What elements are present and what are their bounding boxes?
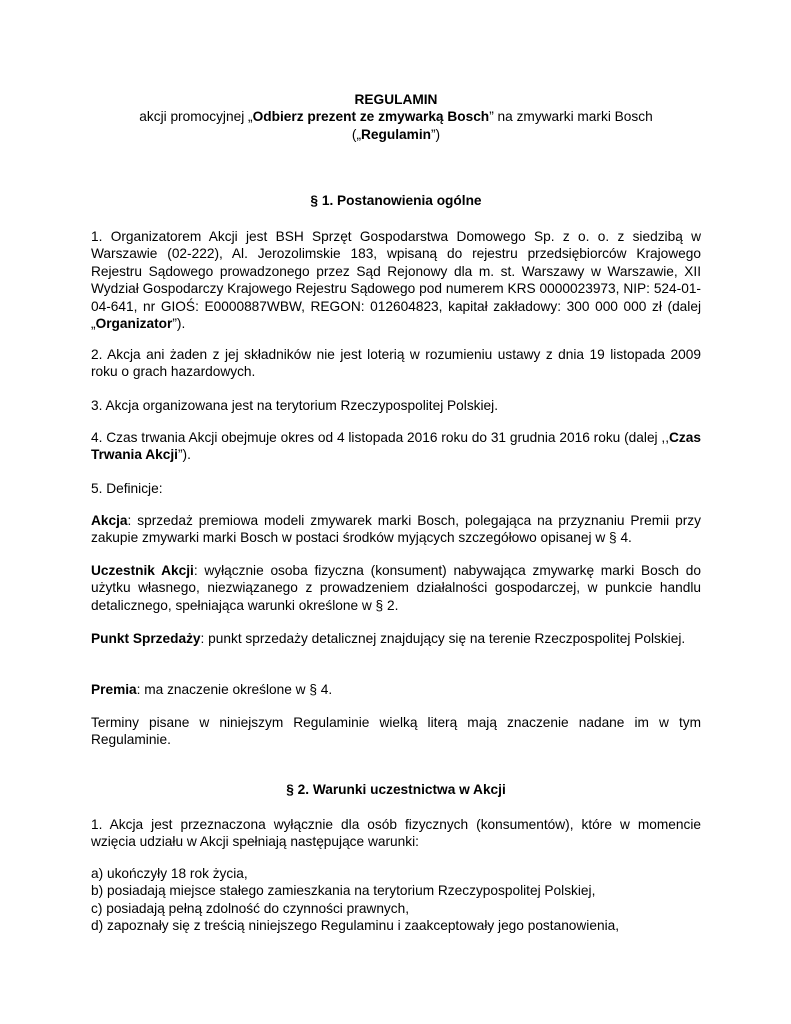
definition-text: : wyłącznie osoba fizyczna (konsument) nabywająca zmywarkę marki Bosch do użytku własnego, niezwiązanego z prowadzeniem działalności gospodarczej, w punkcie handlu detalicznego, spełniająca warunki określone w § 2. <box>91 563 701 613</box>
promotion-name: Odbierz prezent ze zmywarką Bosch <box>252 109 490 125</box>
document-title <box>91 91 701 143</box>
organizer-term: Organizator <box>95 316 173 332</box>
alias-term: Regulamin <box>361 126 431 142</box>
definition-term: Uczestnik Akcji <box>91 563 194 578</box>
duration-info: 4. Czas trwania Akcji obejmuje okres od 4 listopada 2016 roku do 31 grudnia 2016 roku (dalej ,, <box>91 430 670 445</box>
alias-close: ”) <box>430 126 441 142</box>
definition-text: : punkt sprzedaży detalicznej znajdujący się na terenie Rzeczpospolitej Polskiej. <box>200 631 686 646</box>
alias-open: („ <box>351 126 362 142</box>
title-heading: REGULAMIN <box>354 92 438 107</box>
section1-heading: § 1. Postanowienia ogólne <box>310 193 482 208</box>
section2-heading: § 2. Warunki uczestnictwa w Akcji <box>286 782 506 797</box>
terms-note: Terminy pisane w niniejszym Regulaminie wielką literą mają znaczenie nadane im w tym Regulaminie. <box>91 715 701 748</box>
definition-text: : sprzedaż premiowa modeli zmywarek marki Bosch, polegająca na przyznaniu Premii przy zakupie zmywarki marki Bosch w postaci środków myjących szczegółowo opisanej w § 4. <box>91 513 701 546</box>
definition-term: Punkt Sprzedaży <box>91 631 201 646</box>
definition-term: Akcja <box>91 513 128 528</box>
definition-akcja <box>91 512 701 547</box>
section1-paragraph-1 <box>91 228 701 332</box>
section2-paragraph-1: 1. Akcja jest przeznaczona wyłącznie dla osób fizycznych (konsumentów), które w momencie wzięcia udziału w Akcji spełniają następujące warunki: <box>91 817 701 850</box>
conditions-list <box>91 865 701 935</box>
definition-term: Premia <box>91 682 137 697</box>
definition-premia <box>91 681 701 698</box>
duration-term: Czas Trwania Akcji <box>91 430 701 463</box>
subtitle-suffix: ” na zmywarki marki Bosch <box>489 109 653 125</box>
section1-paragraph-3: 3. Akcja organizowana jest na terytorium Rzeczypospolitej Polskiej. <box>91 398 499 413</box>
section1-paragraph-4 <box>91 429 701 464</box>
definition-text: : ma znaczenie określone w § 4. <box>136 682 333 697</box>
list-item: b) posiadają miejsce stałego zamieszkania na terytorium Rzeczypospolitej Polskiej, <box>91 883 596 899</box>
list-item: a) ukończyły 18 rok życia, <box>91 866 248 881</box>
organizer-info: 1. Organizatorem Akcji jest BSH Sprzęt Gospodarstwa Domowego Sp. z o. o. z siedzibą w Warszawie (02-222), Al. Jerozolimskie 183, wpisaną do rejestru przedsiębiorców Krajowego Rejestru Sądowego prowadzonego przez Sąd Rejonowy dla m. st. Warszawy w Warszawie, XII Wydział Gospodarczy Krajowego Rejestru Sądowego pod numerem KRS 0000023973, NIP: 524-01-04-641, nr GIOŚ: E0000887WBW, REGON: 012604823, kapitał zakładowy: 300 000 000 zł (dalej „ <box>91 229 701 332</box>
definition-uczestnik <box>91 562 701 614</box>
section1-paragraph-2: 2. Akcja ani żaden z jej składników nie jest loterią w rozumieniu ustawy z dnia 19 listopada 2009 roku o grach hazardowych. <box>91 347 701 380</box>
list-item: d) zapoznały się z treścią niniejszego Regulaminu i zaakceptowały jego postanowienia, <box>91 918 620 934</box>
definition-punkt-sprzedazy <box>91 630 701 647</box>
title-alias <box>91 126 701 143</box>
organizer-term-close: ”). <box>172 316 186 332</box>
duration-term-close: ”). <box>177 447 191 463</box>
title-subtitle <box>91 108 701 125</box>
section1-paragraph-5: 5. Definicje: <box>91 481 163 496</box>
list-item: c) posiadają pełną zdolność do czynności prawnych, <box>91 900 410 916</box>
subtitle-prefix: akcji promocyjnej „ <box>139 109 253 125</box>
